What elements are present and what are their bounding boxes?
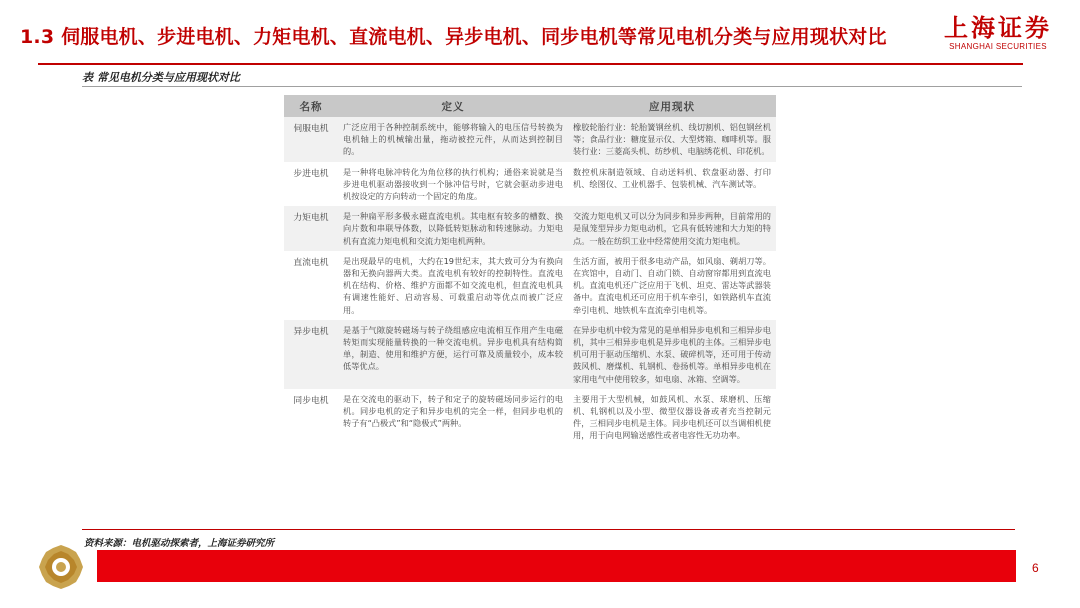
table-caption: 表 常见电机分类与应用现状对比 [82,71,240,84]
motor-name: 步进电机 [284,162,338,207]
motor-name: 直流电机 [284,251,338,320]
page-number: 6 [1032,561,1039,575]
table-row [284,389,776,446]
table-header-row [284,95,776,117]
caption-divider [82,86,1022,87]
table-row [284,251,776,320]
motor-definition: 是一种扁平形多极永磁直流电机。其电枢有较多的槽数、换向片数和串联导体数，以降低转矩脉动和转速脉动。力矩电机有直流力矩电机和交流力矩电机两种。 [338,206,568,251]
logo-chinese: 上海证券 [944,14,1052,42]
motor-application: 橡胶轮胎行业：轮胎簧钢丝机、线切割机、铝包钢丝机等；食品行业：糖度显示仪、大型烤箱、咖啡机等。服装行业：三菱高头机、纺纱机、电脑绣花机、印花机。 [568,117,776,162]
company-emblem-icon [38,544,84,594]
company-logo [944,14,1052,51]
motor-definition: 是出现最早的电机，大约在19世纪末，其大致可分为有换向器和无换向器两大类。直流电机有较好的控制特性。直流电机在结构、价格、维护方面都不如交流电机，但直流电机具有调速性能好、启动容易、可载重启动等优点而被广泛应用。 [338,251,568,320]
page-title: 1.3 伺服电机、步进电机、力矩电机、直流电机、异步电机、同步电机等常见电机分类与应用现状对比 [20,26,887,48]
motor-application: 在异步电机中较为常见的是单相异步电机和三相异步电机，其中三相异步电机是异步电机的主体。三相异步电机可用于驱动压缩机、水泵、破碎机等，还可用于传动鼓风机、磨煤机、轧钢机、卷扬机等。单相异步电机在家用电气中使用较多，如电扇、冰箱、空调等。 [568,320,776,389]
header-application: 应用现状 [568,95,776,117]
motor-definition: 是在交流电的驱动下，转子和定子的旋转磁场同步运行的电机。同步电机的定子和异步电机的完全一样，但同步电机的转子有“凸极式”和“隐极式”两种。 [338,389,568,446]
table-row [284,162,776,207]
footer-red-bar [97,550,1016,582]
motor-application: 交流力矩电机又可以分为同步和异步两种，目前常用的是鼠笼型异步力矩电动机，它具有低转速和大力矩的特点。一般在纺织工业中经常使用交流力矩电机。 [568,206,776,251]
header-definition: 定义 [338,95,568,117]
table-row [284,320,776,389]
motor-name: 同步电机 [284,389,338,446]
motor-comparison-table [284,95,776,446]
motor-name: 异步电机 [284,320,338,389]
motor-definition: 广泛应用于各种控制系统中，能够将输入的电压信号转换为电机轴上的机械输出量，拖动被控元件，从而达到控制目的。 [338,117,568,162]
logo-english: SHANGHAI SECURITIES [949,42,1047,51]
motor-definition: 是基于气隙旋转磁场与转子绕组感应电流相互作用产生电磁转矩而实现能量转换的一种交流电机。异步电机具有结构简单，制造、使用和维护方便，运行可靠及质量较小，成本较低等优点。 [338,320,568,389]
motor-name: 力矩电机 [284,206,338,251]
motor-application: 生活方面，被用于很多电动产品，如风扇、剃胡刀等。在宾馆中，自动门、自动门锁、自动窗帘都用到直流电机。直流电机还广泛应用于飞机、坦克、雷达等武器装备中。直流电机还可应用于机车牵引，如铁路机车直流牵引电机、地铁机车直流牵引电机等。 [568,251,776,320]
header-name: 名称 [284,95,338,117]
table-row [284,117,776,162]
table-row [284,206,776,251]
motor-application: 主要用于大型机械，如鼓风机、水泵、球磨机、压缩机、轧钢机以及小型、微型仪器设备或者充当控制元件，三相同步电机是主体。同步电机还可以当调相机使用，用于向电网输送感性或者电容性无功功率。 [568,389,776,446]
footer-divider [82,529,1015,530]
header-divider [38,63,1023,65]
motor-name: 伺服电机 [284,117,338,162]
source-note: 资料来源：电机驱动探索者，上海证券研究所 [84,538,275,549]
motor-definition: 是一种将电脉冲转化为角位移的执行机构；通俗来说就是当步进电机驱动器接收到一个脉冲信号时，它就会驱动步进电机按设定的方向转动一个固定的角度。 [338,162,568,207]
motor-application: 数控机床制造领域、自动送料机、软盘驱动器、打印机、绘图仪、工业机器手、包装机械、汽车测试等。 [568,162,776,207]
